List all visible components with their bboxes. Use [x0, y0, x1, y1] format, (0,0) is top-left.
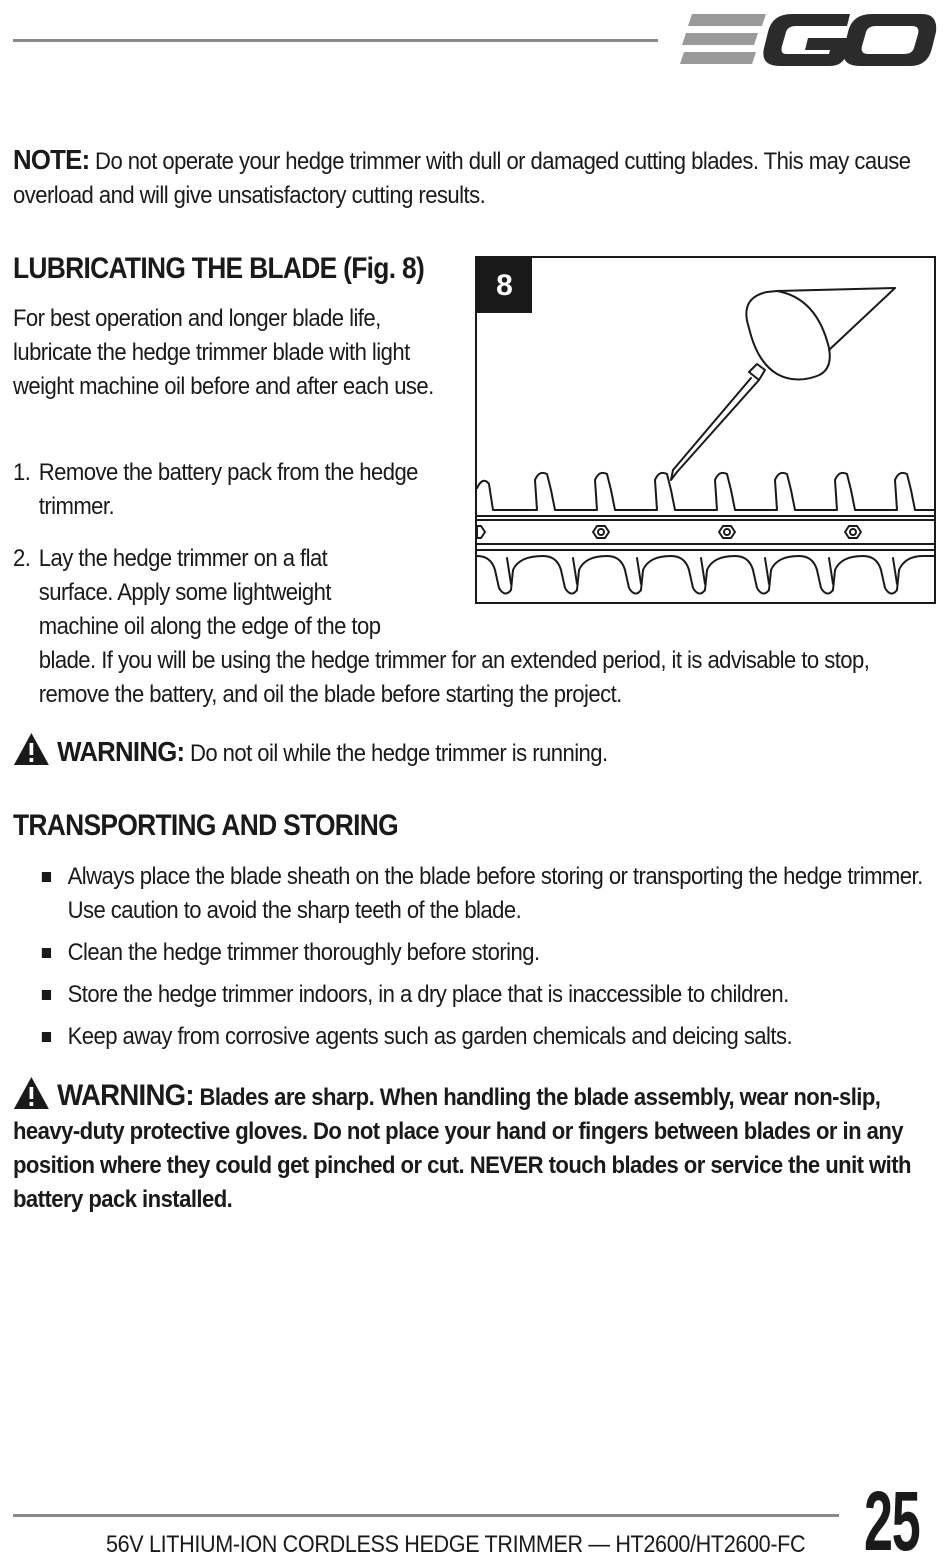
step-text: Remove the battery pack from the hedge trimmer.	[38, 459, 418, 520]
warning-blades	[13, 1076, 942, 1217]
list-item	[40, 860, 923, 928]
ego-logo	[680, 12, 938, 68]
list-item-text: Always place the blade sheath on the blade before storing or transporting the hedge trimmer. Use caution to avoid the sharp teeth of the blade.	[67, 863, 923, 924]
warning-label: WARNING:	[57, 1079, 194, 1112]
transporting-list	[40, 860, 923, 1062]
oil-can-on-blade-illustration	[477, 258, 934, 602]
warning-label: WARNING:	[57, 736, 185, 767]
lubricating-heading: LUBRICATING THE BLADE (Fig. 8)	[13, 252, 425, 285]
list-item-text: Clean the hedge trimmer thoroughly before storing.	[67, 939, 540, 966]
note-label: NOTE:	[13, 144, 90, 175]
header-rule	[13, 39, 658, 42]
bullet-square-icon	[42, 1032, 51, 1042]
warning-triangle-icon	[13, 732, 50, 766]
warning-text: Do not oil while the hedge trimmer is running.	[189, 740, 608, 767]
figure-8	[475, 256, 936, 604]
step-text-line: Lay the hedge trimmer on a flat	[38, 545, 328, 572]
bullet-square-icon	[42, 948, 51, 958]
step-text-line: blade. If you will be using the hedge trimmer for an extended period, it is advisable to stop, remove the battery, and oil the blade before starting the project.	[38, 647, 870, 708]
step-number: 2.	[13, 545, 31, 572]
list-item-text: Store the hedge trimmer indoors, in a dry place that is inaccessible to children.	[67, 981, 789, 1008]
list-item-text: Keep away from corrosive agents such as garden chemicals and deicing salts.	[67, 1023, 793, 1050]
lubricating-intro: For best operation and longer blade life, lubricate the hedge trimmer blade with light weight machine oil before and after each use.	[13, 305, 434, 400]
note-text: Do not operate your hedge trimmer with dull or damaged cutting blades. This may cause overload and will give unsatisfactory cutting results.	[13, 148, 911, 209]
list-item	[40, 1020, 923, 1054]
warning-text: Blades are sharp. When handling the blade assembly, wear non-slip, heavy-duty protective gloves. Do not place your hand or fingers between blades or in any position where they could get pinched or cut. NEVER touch blades or service the unit with battery pack installed.	[13, 1084, 911, 1213]
page-number: 25	[864, 1474, 920, 1568]
footer-title: 56V LITHIUM-ION CORDLESS HEDGE TRIMMER — HT2600/HT2600-FC	[106, 1531, 806, 1558]
transporting-heading: TRANSPORTING AND STORING	[13, 809, 398, 842]
figure-number: 8	[477, 258, 532, 313]
warning-triangle-icon	[13, 1076, 50, 1110]
step-1	[13, 456, 445, 524]
list-item	[40, 978, 923, 1012]
bullet-square-icon	[42, 872, 51, 882]
step-text-line: surface. Apply some lightweight	[38, 579, 331, 606]
note-paragraph	[13, 143, 915, 213]
warning-oil	[13, 732, 915, 771]
footer-rule	[13, 1514, 839, 1517]
step-text-line: machine oil along the edge of the top	[38, 613, 381, 640]
bullet-square-icon	[42, 990, 51, 1000]
step-number: 1.	[13, 459, 31, 486]
list-item	[40, 936, 923, 970]
